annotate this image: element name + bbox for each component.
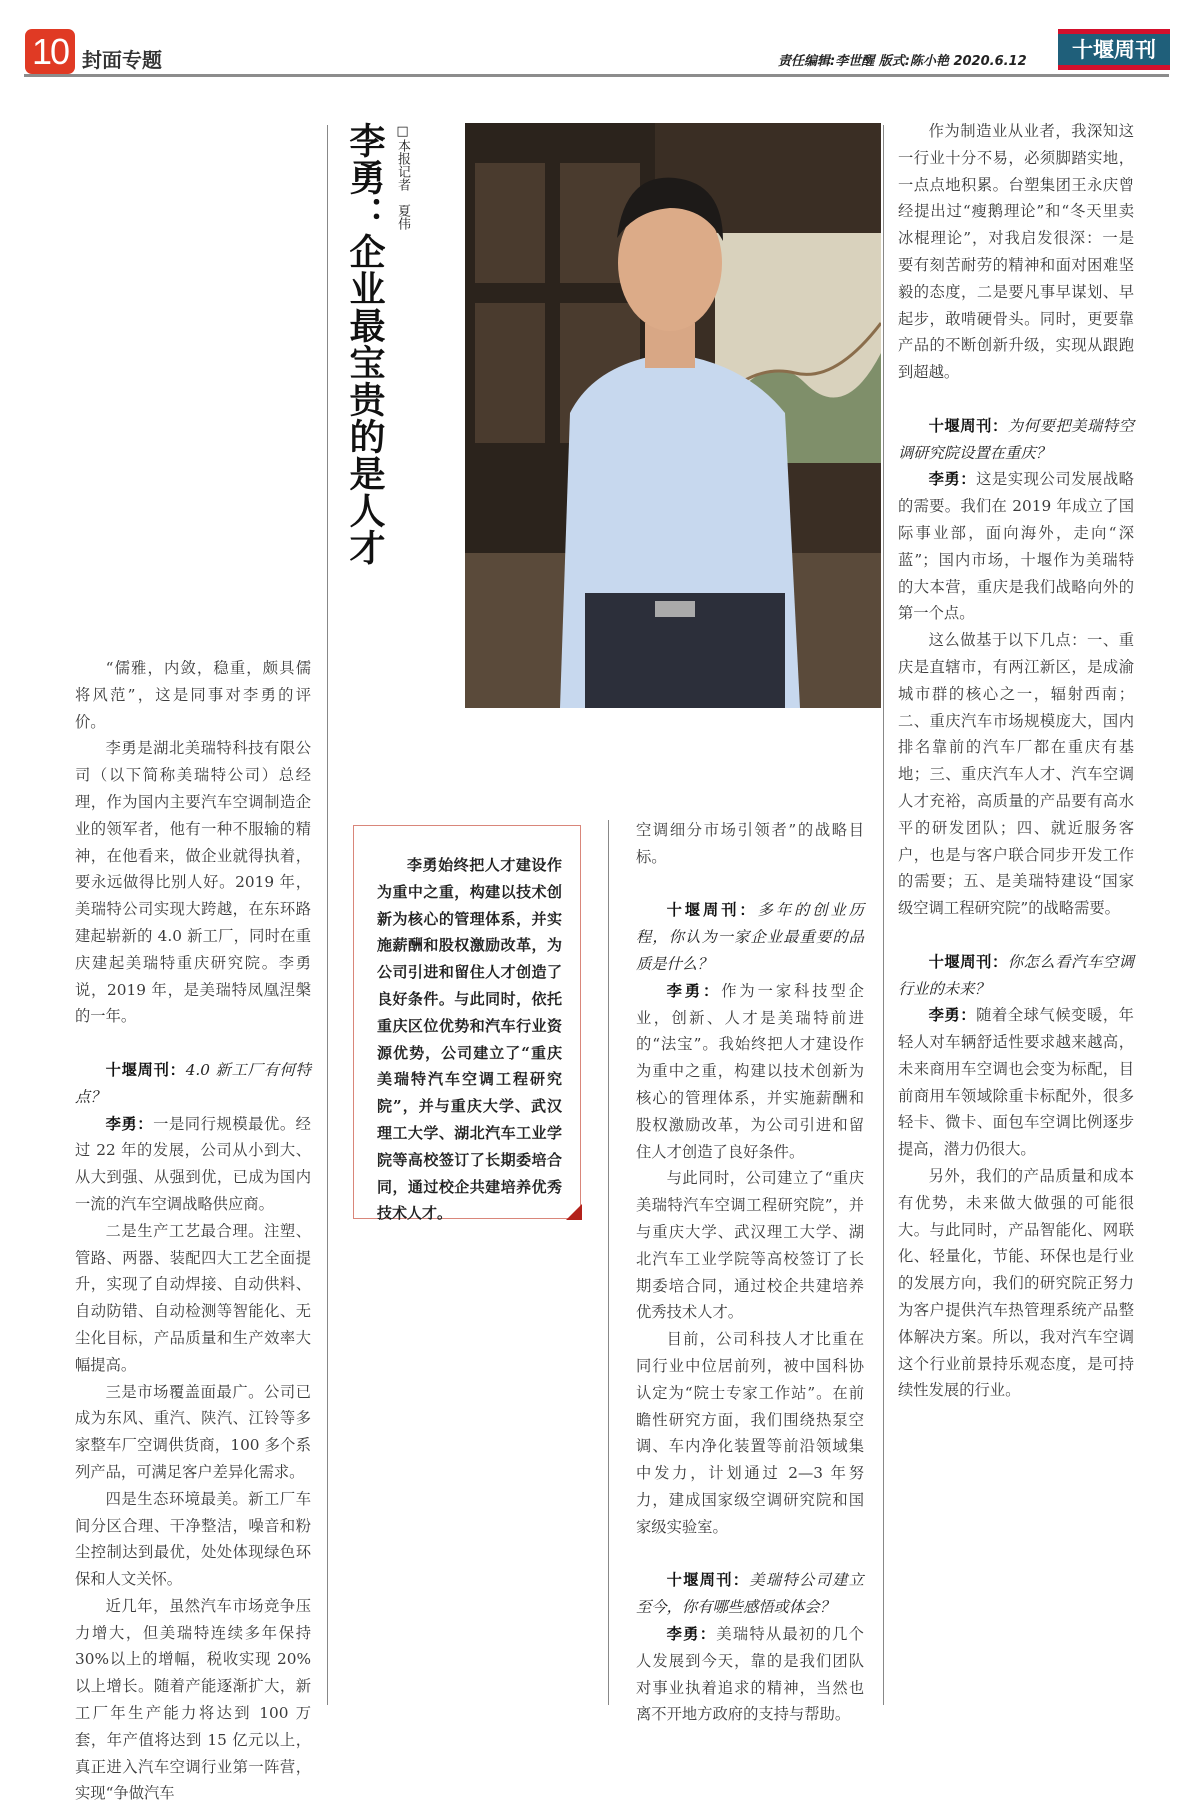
body-paragraph: [75, 1218, 311, 1379]
interview-answer: [636, 978, 864, 1166]
paragraph-text: 为何要把美瑞特空调研究院设置在重庆？: [898, 416, 1134, 462]
pull-quote-text: 李勇始终把人才建设作为重中之重，构建以技术创新为核心的管理体系，并实施薪酬和股权激励改革，为公司引进和留住人才创造了良好条件。与此同时，依托重庆区位优势和汽车行业资源优势，公司建立了“重庆美瑞特汽车空调工程研究院”，并与重庆大学、武汉理工大学、湖北汽车工业学院等高校签订了长期委培合同，通过校企共建培养优秀技术人才。: [377, 856, 562, 1223]
paragraph-text: 目前，公司科技人才比重在同行业中位居前列，被中国科协认定为“院士专家工作站”。在前瞻性研究方面，我们围绕热泵空调、车内净化装置等前沿领域集中发力，计划通过 2—3 年努力，建成国家级空调研究院和国家级实验室。: [636, 1330, 864, 1536]
body-paragraph: [75, 655, 311, 735]
interview-question: [636, 897, 864, 977]
interview-answer: [75, 1111, 311, 1218]
portrait-photo: [465, 123, 881, 708]
corner-decoration: [566, 1204, 582, 1220]
paragraph-text: 你怎么看汽车空调行业的未来？: [898, 952, 1134, 998]
section-title: 封面专题: [82, 48, 162, 72]
article-column-left: [75, 655, 311, 1807]
interviewee-label: 李勇：: [666, 981, 722, 1000]
paragraph-text: 这么做基于以下几点：一、重庆是直辖市，有两江新区，是成渝城市群的核心之一，辐射西南；二、重庆汽车市场规模庞大，国内排名靠前的汽车厂都在重庆有基地；三、重庆汽车人才、汽车空调人才充裕，高质量的产品要有高水平的研发团队；四、就近服务客户，也是与客户联合同步开发工作的需要；五、是美瑞特建设“国家级空调工程研究院”的战略需要。: [898, 631, 1134, 918]
paragraph-text: 李勇是湖北美瑞特科技有限公司（以下简称美瑞特公司）总经理，作为国内主要汽车空调制造企业的领军者，他有一种不服输的精神，在他看来，做企业就得执着，要永远做得比别人好。2019 年，美瑞特公司实现大跨越，在东环路建起崭新的 4.0 新工厂，同时在重庆建起美瑞特重庆研究院。李勇说，2019 年，是美瑞特凤凰涅槃的一年。: [75, 739, 311, 1026]
interviewee-label: 李勇：: [928, 470, 977, 489]
interviewee-label: 李勇：: [928, 1006, 977, 1025]
interviewer-label: 十堰周刊：: [928, 416, 1008, 435]
body-paragraph: [636, 1326, 864, 1540]
interview-question: [75, 1057, 311, 1111]
column-divider: [608, 820, 609, 1705]
body-paragraph: [898, 118, 1134, 386]
paragraph-text: 作为一家科技型企业，创新、人才是美瑞特前进的“法宝”。我始终把人才建设作为重中之重，构建以技术创新为核心的管理体系，并实施薪酬和股权激励改革，为公司引进和留住人才创造了良好条件。: [636, 981, 864, 1161]
paragraph-text: 近几年，虽然汽车市场竞争压力增大，但美瑞特连续多年保持 30%以上的增幅，税收实现 20%以上增长。随着产能逐渐扩大，新工厂年生产能力将达到 100 万套，年产值将达到 15 亿元以上，真正进入汽车空调行业第一阵营，实现“争做汽车: [75, 1596, 311, 1803]
interview-question: [636, 1567, 864, 1621]
interview-question: [898, 413, 1134, 467]
article-byline: □本报记者 夏伟: [395, 124, 410, 230]
interviewer-label: 十堰周刊：: [105, 1060, 186, 1079]
paragraph-text: 空调细分市场引领者”的战略目标。: [636, 821, 864, 866]
body-paragraph: [75, 1486, 311, 1593]
body-paragraph: [75, 735, 311, 1030]
page-number-badge: 10: [25, 29, 75, 74]
pull-quote-box: [353, 825, 581, 1223]
interviewer-label: 十堰周刊：: [666, 1571, 750, 1590]
interview-answer: [898, 466, 1134, 627]
paragraph-text: 多年的创业历程，你认为一家企业最重要的品质是什么？: [636, 901, 864, 973]
column-divider: [883, 125, 884, 1705]
interview-answer: [898, 1002, 1134, 1163]
body-paragraph: [75, 1593, 311, 1807]
paragraph-text: 另外，我们的产品质量和成本有优势，未来做大做强的可能很大。与此同时，产品智能化、网联化、轻量化，节能、环保也是行业的发展方向，我们的研究院正努力为客户提供汽车热管理系统产品整体解决方案。所以，我对汽车空调这个行业前景持乐观态度，是可持续性发展的行业。: [898, 1167, 1134, 1400]
paragraph-text: 作为制造业从业者，我深知这一行业十分不易，必须脚踏实地，一点点地积累。台塑集团王永庆曾经提出过“瘦鹅理论”和“冬天里卖冰棍理论”，对我启发很深：一是要有刻苦耐劳的精神和面对困难坚毅的态度，二是要凡事早谋划、早起步，敢啃硬骨头。同时，更要靠产品的不断创新升级，实现从跟跑到超越。: [898, 122, 1134, 382]
paragraph-text: 与此同时，公司建立了“重庆美瑞特汽车空调工程研究院”，并与重庆大学、武汉理工大学、湖北汽车工业学院等高校签订了长期委培合同，通过校企共建培养优秀技术人才。: [636, 1169, 864, 1322]
paragraph-text: 二是生产工艺最合理。注塑、管路、两器、装配四大工艺全面提升，实现了自动焊接、自动供料、自动防错、自动检测等智能化、无尘化目标，产品质量和生产效率大幅提高。: [75, 1221, 311, 1374]
body-paragraph: [898, 627, 1134, 922]
body-paragraph: [75, 1379, 311, 1486]
article-headline: 李勇：企业最宝贵的是人才: [344, 122, 386, 566]
body-paragraph: [636, 1165, 864, 1326]
interviewer-label: 十堰周刊：: [666, 901, 758, 920]
paragraph-text: 随着全球气候变暖，年轻人对车辆舒适性要求越来越高，未来商用车空调也会变为标配，目前商用车领域除重卡标配外，很多轻卡、微卡、面包车空调比例逐步提高，潜力仍很大。: [898, 1006, 1134, 1159]
paragraph-text: 美瑞特公司建立至今，你有哪些感悟或体会？: [636, 1571, 864, 1617]
paragraph-text: 三是市场覆盖面最广。公司已成为东风、重汽、陕汽、江铃等多家整车厂空调供货商，100 多个系列产品，可满足客户差异化需求。: [75, 1382, 311, 1481]
paragraph-text: 4.0 新工厂有何特点？: [75, 1060, 311, 1106]
paragraph-text: 美瑞特从最初的几个人发展到今天，靠的是我们团队对事业执着追求的精神，当然也离不开地方政府的支持与帮助。: [636, 1624, 864, 1724]
paragraph-text: 一是同行规模最优。经过 22 年的发展，公司从小到大、从大到强、从强到优，已成为国内一流的汽车空调战略供应商。: [75, 1114, 311, 1213]
interviewer-label: 十堰周刊：: [928, 952, 1008, 971]
editor-credits: 责任编辑:李世醒 版式:陈小艳 2020.6.12: [778, 54, 1027, 69]
header-divider: [24, 74, 1169, 77]
article-column-middle: [636, 817, 864, 1728]
interviewee-label: 李勇：: [105, 1114, 154, 1133]
interview-question: [898, 949, 1134, 1003]
paragraph-text: 四是生态环境最美。新工厂车间分区合理、干净整洁，噪音和粉尘控制达到最优，处处体现绿色环保和人文关怀。: [75, 1489, 311, 1589]
interview-answer: [636, 1621, 864, 1728]
body-paragraph: [898, 1163, 1134, 1404]
masthead-logo: 十堰周刊: [1058, 29, 1170, 70]
column-divider: [327, 125, 328, 1705]
paragraph-text: “儒雅，内敛，稳重，颇具儒将风范”，这是同事对李勇的评价。: [75, 659, 311, 731]
body-paragraph: [636, 817, 864, 871]
paragraph-text: 这是实现公司发展战略的需要。我们在 2019 年成立了国际事业部，面向海外，走向“深蓝”；国内市场，十堰作为美瑞特的大本营，重庆是我们战略向外的第一个点。: [898, 470, 1134, 623]
article-column-right: [898, 118, 1134, 1404]
interviewee-label: 李勇：: [666, 1624, 717, 1643]
